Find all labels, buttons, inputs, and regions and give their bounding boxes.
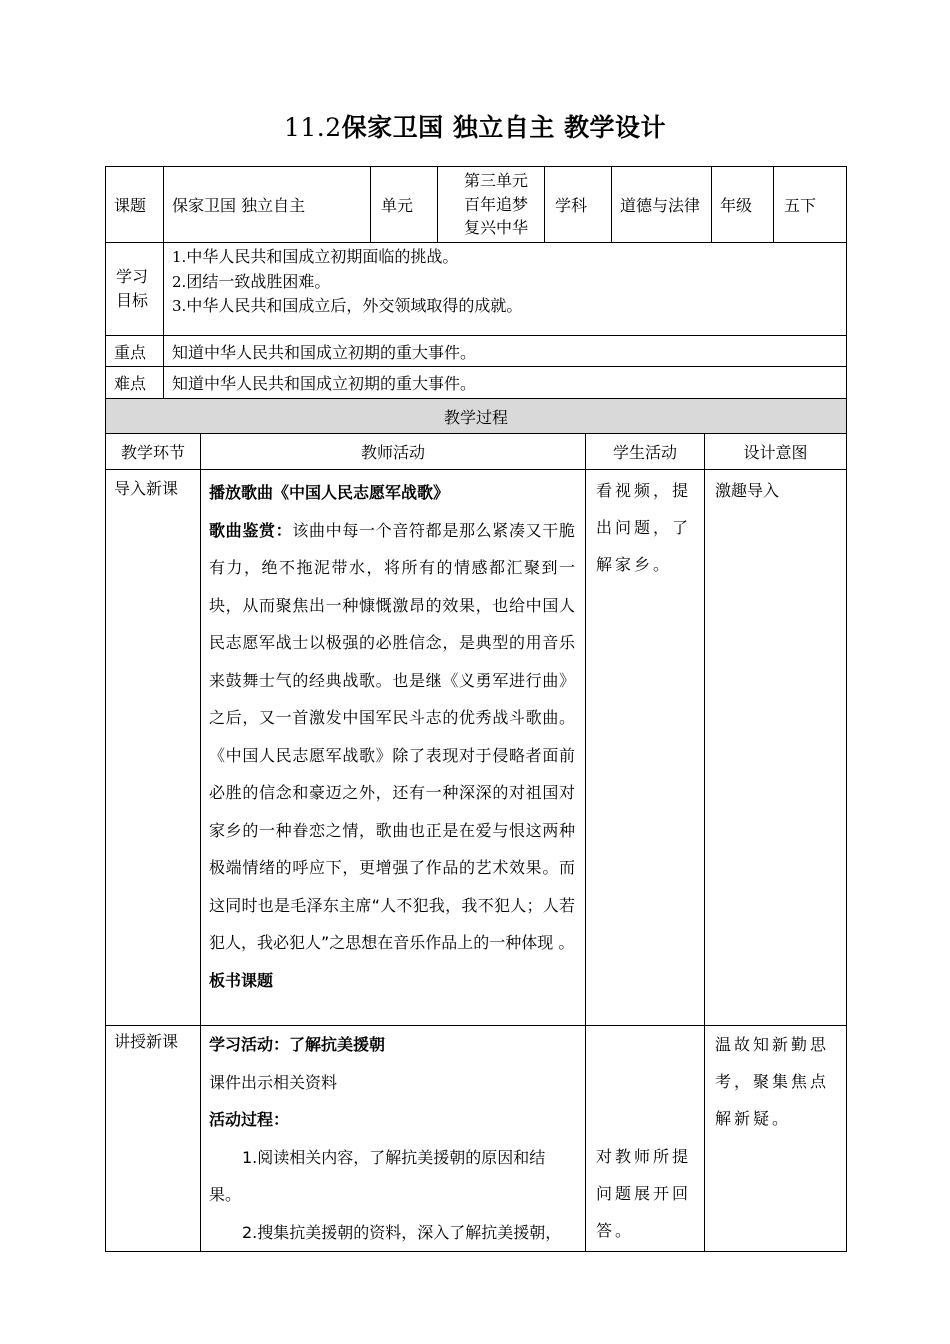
design-intent-teach: 温故知新勤思考，聚集焦点解新疑。: [705, 1026, 847, 1252]
key-value: 知道中华人民共和国成立初期的重大事件。: [164, 336, 847, 367]
goal-item: 3.中华人民共和国成立后，外交领域取得的成就。: [172, 296, 523, 315]
title-text: 保家卫国 独立自主 教学设计: [341, 113, 667, 142]
step-2: 2.搜集抗美援朝的资料，深入了解抗美援朝，: [242, 1222, 562, 1242]
difficulty-value: 知道中华人民共和国成立初期的重大事件。: [164, 367, 847, 399]
song-appreciation: 歌曲鉴赏：该曲中每一个音符都是那么紧凑又干脆有力，绝不拖泥带水，将所有的情感都汇聚到一块，从而聚焦出一种慷慨激昂的效果，也给中国人民志愿军战士以极强的必胜信念，是典型的用音乐来鼓舞士气的经典战歌。也是继《义勇军进行曲》之后，又一首激发中国军民斗志的优秀战斗歌曲。《中国人民志愿军战歌》除了表现对于侵略者面前必胜的信念和豪迈之外，还有一种深深的对祖国对家乡的一种眷恋之情，歌曲也正是在爱与恨这两种极端情绪的呼应下，更增强了作品的艺术效果。而这同时也是毛泽东主席“人不犯我，我不犯人；人若犯人，我必犯人”之思想在音乐作品上的一种体现 。: [209, 520, 575, 952]
header-stage: 教学环节: [106, 434, 201, 470]
student-activity-teach: 对教师所提问题展开回答。: [586, 1026, 705, 1252]
teacher-activity-teach: [201, 1026, 586, 1252]
goals-list: [164, 243, 847, 336]
step-1: 1.阅读相关内容，了解抗美援朝的原因和结果。: [209, 1147, 546, 1204]
unit-line: 第三单元: [464, 171, 529, 191]
stage-teach: 讲授新课: [106, 1026, 201, 1252]
play-song: 播放歌曲《中国人民志愿军战歌》: [209, 483, 450, 502]
title-number: 11.2: [283, 113, 342, 142]
grade-value: 五下: [774, 167, 847, 243]
unit-line: 百年追梦: [464, 194, 529, 214]
goal-item: 1.中华人民共和国成立初期面临的挑战。: [172, 247, 459, 266]
info-table: [105, 166, 847, 399]
process-table: [105, 398, 847, 1252]
stage-intro: 导入新课: [106, 470, 201, 1026]
courseware: 课件出示相关资料: [209, 1072, 338, 1092]
topic-label: 课题: [106, 167, 164, 243]
topic-value: 保家卫国 独立自主: [164, 167, 371, 243]
subject-value: 道德与法律: [612, 167, 712, 243]
design-intent-intro: 激趣导入: [705, 470, 847, 1026]
difficulty-label: 难点: [106, 367, 164, 399]
unit-line: 复兴中华: [464, 218, 529, 238]
teacher-activity-intro: [201, 470, 586, 1026]
process-band-title: 教学过程: [106, 399, 847, 434]
unit-label: 单元: [371, 167, 438, 243]
process-label: 活动过程：: [209, 1110, 290, 1129]
header-student: 学生活动: [586, 434, 705, 470]
goals-label: [106, 243, 164, 336]
key-label: 重点: [106, 336, 164, 367]
board-title: 板书课题: [209, 970, 274, 990]
goal-item: 2.团结一致战胜困难。: [172, 271, 331, 291]
header-design: 设计意图: [705, 434, 847, 470]
unit-value: [438, 167, 545, 243]
grade-label: 年级: [712, 167, 774, 243]
goals-label-line: 学习: [116, 267, 149, 286]
subject-label: 学科: [545, 167, 612, 243]
header-teacher: 教师活动: [201, 434, 586, 470]
goals-label-line: 目标: [116, 291, 149, 310]
activity-title: 学习活动：了解抗美援朝: [209, 1035, 386, 1054]
student-activity-intro: 看视频，提出问题，了解家乡。: [586, 470, 705, 1026]
page-title: [0, 108, 950, 144]
